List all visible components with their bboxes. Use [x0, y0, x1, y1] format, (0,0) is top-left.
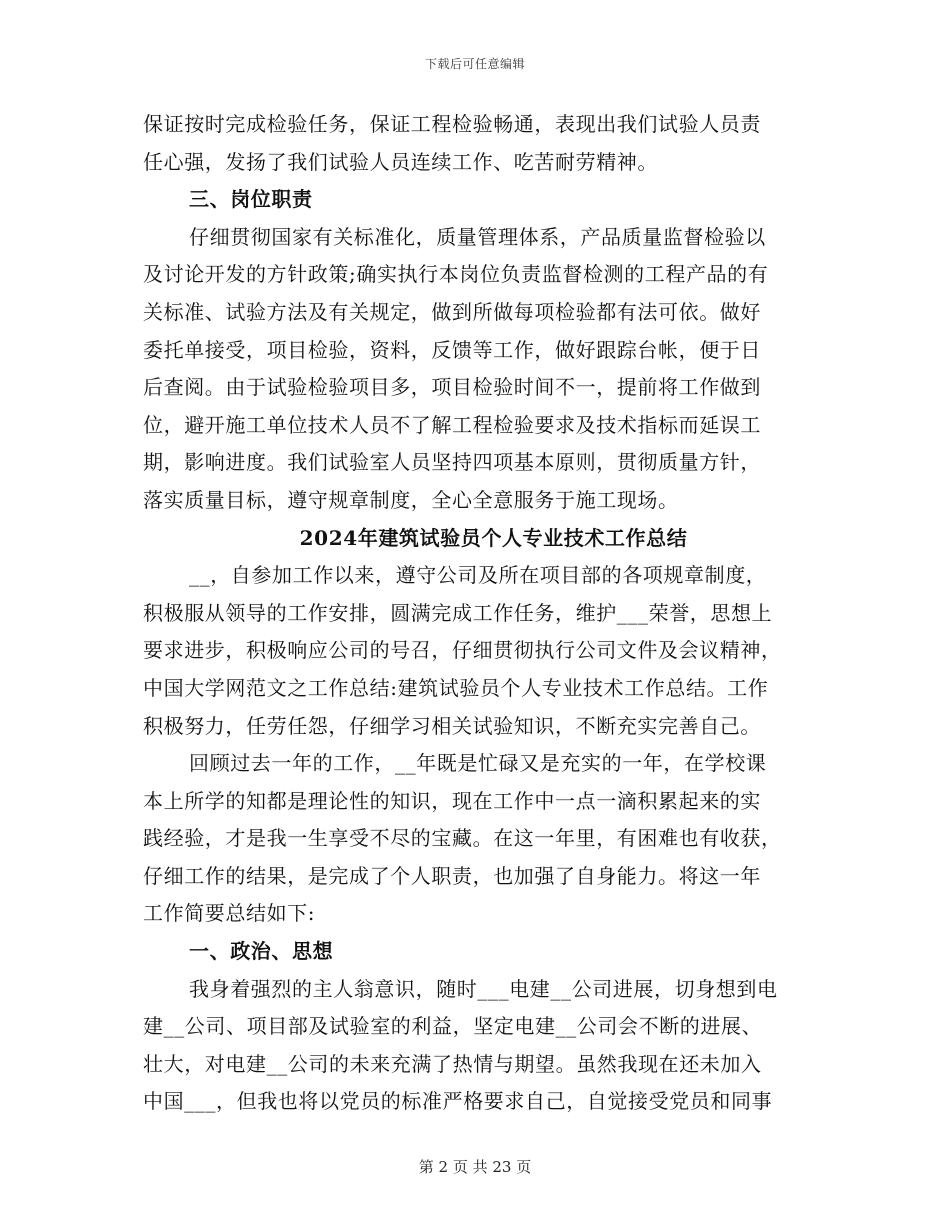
- body-line: 壮大，对电建__公司的未来充满了热情与期望。虽然我现在还未加入: [143, 1051, 762, 1076]
- page-number: 第 2 页 共 23 页: [418, 1158, 532, 1176]
- document-body: [143, 106, 808, 1121]
- body-line: 积极服从领导的工作安排，圆满完成工作任务，维护___荣誉，思想上: [143, 600, 773, 625]
- body-line: 委托单接受，项目检验，资料，反馈等工作，做好跟踪台帐，便于日: [143, 337, 761, 362]
- body-line: 建__公司、项目部及试验室的利益，坚定电建__公司会不断的进展、: [143, 1014, 763, 1039]
- body-line: 关标准、试验方法及有关规定，做到所做每项检验都有法可依。做好: [143, 299, 761, 324]
- body-line: 后查阅。由于试验检验项目多，项目检验时间不一，提前将工作做到: [143, 375, 761, 400]
- section-heading: 一、政治、思想: [189, 939, 334, 964]
- body-line: 仔细工作的结果，是完成了个人职责，也加强了自身能力。将这一年: [143, 863, 761, 888]
- body-line: 位，避开施工单位技术人员不了解工程检验要求及技术指标而延误工: [143, 412, 761, 437]
- body-line: 及讨论开发的方针政策;确实执行本岗位负责监督检测的工程产品的有: [143, 262, 769, 287]
- body-line: 要求进步，积极响应公司的号召，仔细贯彻执行公司文件及会议精神，: [143, 638, 782, 663]
- body-line: 落实质量目标，遵守规章制度，全心全意服务于施工现场。: [143, 487, 679, 512]
- body-line: __，自参加工作以来，遵守公司及所在项目部的各项规章制度，: [189, 563, 767, 588]
- body-line: 期，影响进度。我们试验室人员坚持四项基本原则，贯彻质量方针，: [143, 450, 761, 475]
- body-line: 保证按时完成检验任务，保证工程检验畅通，表现出我们试验人员责: [143, 112, 761, 136]
- body-line: 中国大学网范文之工作总结:建筑试验员个人专业技术工作总结。工作: [143, 675, 769, 700]
- section-heading: 三、岗位职责: [189, 187, 313, 212]
- body-line: 回顾过去一年的工作，__年既是忙碌又是充实的一年，在学校课: [189, 751, 767, 776]
- body-line: 中国___，但我也将以党员的标准严格要求自己，自觉接受党员和同事: [143, 1089, 773, 1114]
- body-line: 我身着强烈的主人翁意识，随时___电建__公司进展，切身想到电: [189, 976, 778, 1001]
- body-line: 积极努力，任劳任怨，仔细学习相关试验知识，不断充实完善自己。: [143, 713, 761, 738]
- body-line: 践经验，才是我一生享受不尽的宝藏。在这一年里，有困难也有收获，: [143, 826, 782, 851]
- body-line: 任心强，发扬了我们试验人员连续工作、吃苦耐劳精神。: [143, 149, 658, 174]
- document-title: 2024年建筑试验员个人专业技术工作总结: [299, 525, 688, 550]
- body-line: 仔细贯彻国家有关标准化，质量管理体系，产品质量监督检验以: [189, 224, 766, 249]
- body-line: 本上所学的知都是理论性的知识，现在工作中一点一滴积累起来的实: [143, 788, 761, 813]
- header-note: 下载后可任意编辑: [424, 57, 525, 71]
- body-line: 工作简要总结如下:: [143, 901, 316, 926]
